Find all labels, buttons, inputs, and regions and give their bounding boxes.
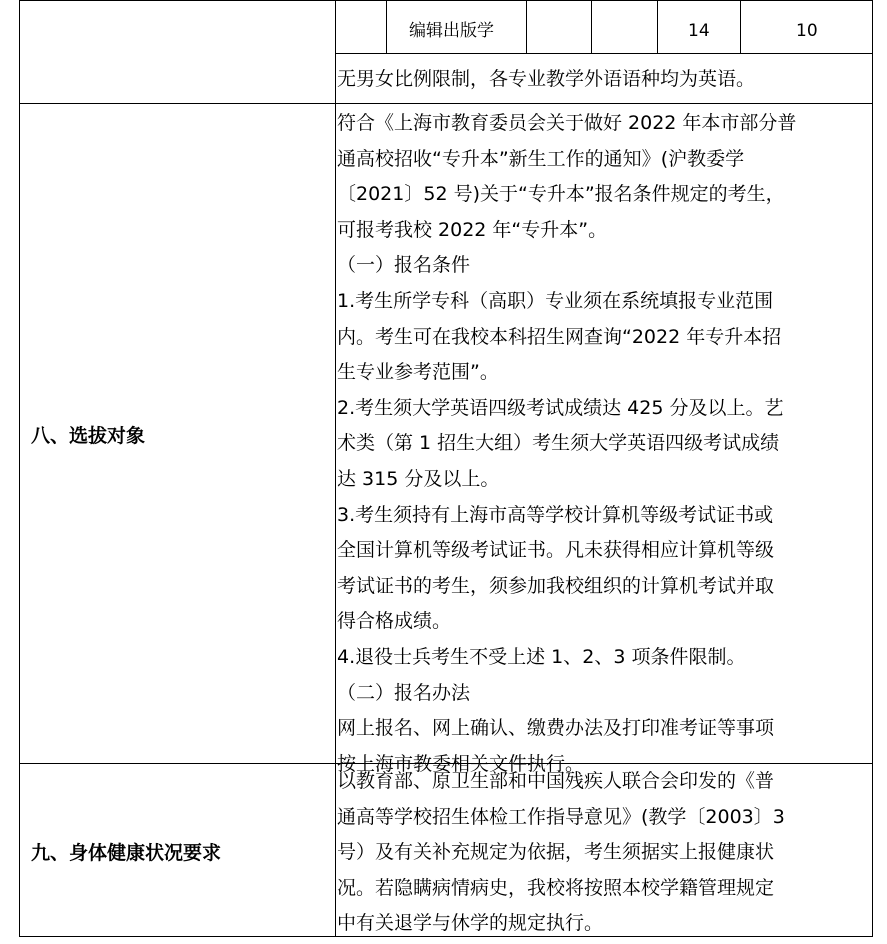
section-9-body xyxy=(337,764,867,942)
paragraph-line: 2.考生须大学英语四级考试成绩达 425 分及以上。艺 xyxy=(337,396,784,419)
paragraph-line: 达 315 分及以上。 xyxy=(337,467,500,490)
rule xyxy=(591,0,592,53)
rule xyxy=(19,0,20,937)
paragraph-line: 术类（第 1 招生大组）考生须大学英语四级考试成绩 xyxy=(337,432,780,455)
paragraph-line: 通高等学校招生体检工作指导意见》(教学〔2003〕3 xyxy=(337,805,785,828)
paragraph-line: 以教育部、原卫生部和中国残疾人联合会印发的《普 xyxy=(337,770,775,792)
rule xyxy=(386,0,387,53)
paragraph-line: 内。考生可在我校本科招生网查询“2022 年专升本招 xyxy=(337,325,782,348)
major-name: 编辑出版学 xyxy=(409,21,494,41)
paragraph-line: 符合《上海市教育委员会关于做好 2022 年本市部分普 xyxy=(337,112,797,134)
paragraph-line: （一）报名条件 xyxy=(337,254,471,277)
paragraph-line: 号）及有关补充规定为依据，考生须据实上报健康状 xyxy=(337,841,775,864)
paragraph-line: 中有关退学与休学的规定执行。 xyxy=(337,912,604,935)
paragraph-line: 1.考生所学专科（高职）专业须在系统填报专业范围 xyxy=(337,289,774,312)
paragraph-line: 生专业参考范围”。 xyxy=(337,361,499,384)
rule xyxy=(19,103,873,104)
paragraph-line: 得合格成绩。 xyxy=(337,610,452,633)
rule xyxy=(740,0,741,53)
paragraph-line: 4.退役士兵考生不受上述 1、2、3 项条件限制。 xyxy=(337,645,746,668)
section-8-body xyxy=(337,106,867,782)
paragraph-line: 可报考我校 2022 年“专升本”。 xyxy=(337,218,608,241)
admission-table xyxy=(19,0,873,937)
paragraph-line: 按上海市教委相关文件执行。 xyxy=(337,752,585,775)
rule xyxy=(19,0,873,1)
rule xyxy=(657,0,658,53)
rule xyxy=(872,0,873,937)
top-note: 无男女比例限制，各专业教学外语语种均为英语。 xyxy=(337,68,756,90)
paragraph-line: 况。若隐瞒病情病史，我校将按照本校学籍管理规定 xyxy=(337,876,775,899)
paragraph-line: 考试证书的考生，须参加我校组织的计算机考试并取 xyxy=(337,574,775,597)
rule xyxy=(335,53,873,54)
paragraph-line: （二）报名办法 xyxy=(337,681,471,704)
paragraph-line: 全国计算机等级考试证书。凡未获得相应计算机等级 xyxy=(337,539,775,562)
paragraph-line: 通高校招收“专升本”新生工作的通知》(沪教委学 xyxy=(337,147,745,170)
quota-value-1: 14 xyxy=(688,21,710,41)
paragraph-line: 网上报名、网上确认、缴费办法及打印准考证等事项 xyxy=(337,717,775,740)
section-8-label: 八、选拔对象 xyxy=(31,425,146,447)
rule xyxy=(526,0,527,53)
section-9-label: 九、身体健康状况要求 xyxy=(31,842,222,864)
paragraph-line: 3.考生须持有上海市高等学校计算机等级考试证书或 xyxy=(337,503,774,526)
paragraph-line: 〔2021〕52 号)关于“专升本”报名条件规定的考生， xyxy=(337,183,785,206)
rule xyxy=(335,0,336,937)
quota-value-2: 10 xyxy=(796,21,818,41)
